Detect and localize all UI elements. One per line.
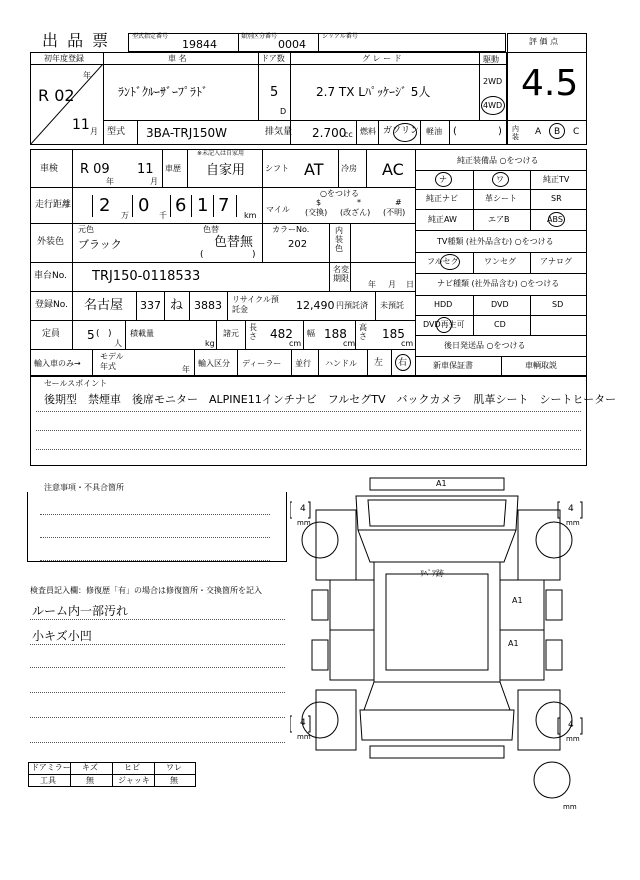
front-right-door	[500, 580, 544, 630]
docs-title: 後日発送品 ○をつける	[444, 341, 526, 350]
use-note: ※未記入は自家用	[197, 150, 245, 157]
equip-navi-mark: ナ	[439, 175, 447, 184]
notes-title: 注意事項・不具合箇所	[44, 483, 124, 492]
len-label: 長さ	[249, 323, 257, 341]
tv-oneseg: ワンセグ	[484, 257, 516, 266]
tv-title: TV種類 (社外品含む) ○をつける	[437, 237, 554, 246]
first-reg-month: 11	[72, 117, 90, 133]
legend-break: ワレ	[166, 763, 182, 772]
equip-genuine-aw: 純正AW	[428, 215, 457, 224]
int-b-circle	[549, 123, 565, 139]
trunk	[360, 710, 514, 740]
wid-label: 幅	[307, 329, 315, 338]
mileage-man: 万	[121, 211, 129, 220]
tread-front-left: 4	[300, 504, 306, 514]
rename-year: 年	[368, 280, 376, 289]
rear-left-fender	[316, 690, 356, 750]
mod-label: (改ざん)	[340, 208, 371, 217]
recycle-unpaid: 未預託	[380, 301, 404, 310]
paren-close: )	[498, 126, 502, 137]
door-type: D	[280, 107, 287, 116]
capacity-paren: (	[96, 329, 100, 339]
wid-unit: cm	[343, 339, 356, 348]
vehicle-name: ﾗﾝﾄﾞｸﾙｰｻﾞｰﾌﾟﾗﾄﾞ	[118, 85, 209, 99]
hgt-value: 185	[382, 327, 405, 341]
orig-color: ブラック	[78, 238, 122, 251]
tread-rear-left-unit: mm	[297, 733, 311, 741]
dealer: ディーラー	[242, 359, 282, 368]
model-year-unit: 年	[182, 365, 190, 374]
rename-day: 日	[406, 280, 414, 289]
mileage-circle-note: ○をつける	[320, 189, 359, 198]
legend-tools-value: 無	[86, 776, 94, 785]
dims-label: 諸元	[223, 329, 239, 338]
inspector-note: 検査員記入欄：修復歴「有」の場合は修復箇所・交換箇所を記入	[30, 586, 262, 595]
legend-jack-value: 無	[170, 776, 178, 785]
grade-label: グ レ ー ド	[362, 54, 402, 63]
reg-area: 名古屋	[84, 298, 124, 313]
spare-unit: mm	[563, 803, 577, 811]
type-no-value: 19844	[182, 38, 217, 51]
equip-sr: SR	[551, 194, 562, 203]
len-unit: cm	[289, 339, 302, 348]
interior-color-label: 内装色	[335, 226, 343, 253]
shaken-year-unit: 年	[106, 177, 114, 186]
mod-sym: *	[357, 198, 361, 207]
len-value: 482	[270, 327, 293, 341]
front-left-door	[330, 580, 374, 630]
equip-navi-circle	[435, 172, 452, 187]
shaken-label: 車検	[40, 164, 59, 174]
car-diagram	[290, 470, 590, 810]
mileage-digit-3: 6	[175, 195, 187, 216]
disp-label: 排気量	[265, 127, 293, 137]
handle-left: 左	[374, 358, 384, 368]
year-unit: 年	[83, 71, 91, 80]
docs-warranty: 新車保証書	[433, 361, 473, 370]
equip-title: 純正装備品 ○をつける	[457, 156, 539, 165]
grade-value: 2.7 TX Lﾊﾟｯｹｰｼﾞ 5人	[316, 85, 431, 99]
wheel-rear-right	[536, 702, 572, 738]
tread-front-right: 4	[568, 504, 574, 514]
equip-genuine-navi: 純正ナビ	[426, 194, 458, 203]
tread-rear-right-unit: mm	[566, 735, 580, 743]
note-line-1: ルーム内一部汚れ	[32, 604, 129, 618]
equip-leather: 革シート	[485, 194, 517, 203]
int-c: C	[573, 127, 580, 137]
model-label: 型式	[107, 127, 126, 137]
drive-label: 駆動	[483, 55, 499, 64]
doors-value: 5	[270, 85, 279, 100]
mileage-sen: 千	[159, 211, 167, 220]
form-title: 出 品 票	[42, 31, 111, 50]
repaint-label: 色替	[203, 225, 219, 234]
recycle-label: リサイクル預託金	[232, 295, 279, 314]
color-label: 外装色	[37, 237, 65, 247]
equip-abs: ABS	[547, 215, 563, 224]
use-label: 車歴	[165, 164, 181, 173]
navi-dvd-play: DVD再生可	[423, 320, 465, 329]
score-label: 評 価 点	[529, 37, 559, 46]
class-no-label: 類別区分番号	[241, 33, 278, 40]
docs-manual: 車輌取説	[525, 361, 557, 370]
interior-label: 内装	[512, 125, 519, 141]
shaken-month: 11	[137, 162, 154, 177]
tv-analog: アナログ	[540, 257, 572, 266]
month-unit: 月	[90, 127, 98, 136]
doors-label: ドア数	[261, 54, 285, 63]
shaken-era: R 09	[80, 162, 110, 177]
navi-sd: SD	[552, 300, 564, 309]
exch-sym: $	[316, 198, 322, 207]
reg-class: 337	[140, 299, 161, 312]
tv-fullseg: フルセグ	[427, 257, 459, 266]
equip-abs-circle	[548, 212, 565, 227]
recycle-unit: 円預託済	[336, 301, 368, 310]
wheel-front-right	[536, 522, 572, 558]
legend-scratch: キズ	[82, 763, 98, 772]
capacity-unit: 人	[114, 339, 122, 348]
mileage-km: km	[244, 211, 257, 220]
rename-label: 名変期限	[333, 265, 349, 283]
class-no-value: 0004	[278, 38, 306, 51]
ac-value: AC	[382, 160, 404, 179]
score-value: 4.5	[521, 63, 579, 104]
note-line-2: 小キズ小凹	[32, 629, 92, 643]
tread-rear-left: 4	[300, 718, 306, 728]
tread-front-left-unit: mm	[297, 519, 311, 527]
mileage-digit-4: 1	[197, 195, 209, 216]
reg-label: 登録No.	[35, 300, 68, 310]
first-reg-label: 初年度登録	[44, 54, 84, 63]
rear-right-door	[500, 630, 544, 680]
color-code: 202	[288, 239, 308, 250]
first-reg-diagonal	[30, 64, 103, 145]
mileage-digit-5: 7	[218, 195, 230, 216]
import-label: 輸入車のみ→	[34, 359, 81, 368]
equip-airbag: エアB	[488, 215, 510, 224]
equip-aw-mark: ワ	[496, 175, 504, 184]
unk-sym: #	[395, 198, 402, 207]
mileage-digit-1: 2	[99, 195, 111, 216]
reg-kana: ね	[170, 298, 184, 313]
legend-jack: ジャッキ	[118, 776, 150, 785]
legend-mirror: ドアミラー	[31, 763, 71, 772]
disp-value: 2.700	[312, 126, 347, 140]
navi-dvd-play-circle	[436, 317, 452, 333]
fuel-value: ガソリン	[383, 126, 420, 136]
diagram-door-mark-1: A1	[512, 596, 523, 605]
disp-unit: cc	[344, 130, 353, 139]
sales-text: 後期型 禁煙車 後席モニター ALPINE11インチナビ フルセグTV バックカメラ 肌革シート シートヒーター	[44, 393, 617, 406]
first-reg-era: R 02	[38, 86, 75, 105]
shift-label: シフト	[265, 164, 289, 173]
equip-aw-circle	[492, 172, 509, 187]
sales-section	[30, 376, 587, 466]
exch-label: (交換)	[305, 208, 328, 217]
equip-tv: 純正TV	[543, 175, 570, 184]
serial-label: シリアル番号	[322, 33, 358, 40]
int-a: A	[535, 127, 542, 137]
windshield	[358, 530, 516, 562]
handle-right-circle	[395, 354, 411, 371]
navi-cd: CD	[494, 320, 506, 329]
legend-tools: 工具	[40, 776, 56, 785]
int-b: B	[554, 127, 561, 137]
drive-2wd: 2WD	[483, 77, 503, 86]
wid-value: 188	[324, 327, 347, 341]
diagram-front-mark: A1	[436, 479, 447, 488]
shaken-month-unit: 月	[150, 177, 158, 186]
repaint-paren: (	[200, 250, 204, 260]
mileage-digit-2: 0	[138, 195, 150, 216]
light-oil-label: 軽油	[426, 127, 442, 136]
tv-fullseg-circle	[440, 254, 460, 270]
hgt-unit: cm	[401, 339, 414, 348]
drive-4wd: 4WD	[483, 101, 503, 110]
type-no-label: 型式指定番号	[132, 33, 169, 40]
fuel-label: 燃料	[360, 127, 376, 136]
load-unit: kg	[205, 339, 215, 348]
unk-label: (不明)	[383, 208, 406, 217]
repaint-value: 色替無	[214, 235, 254, 250]
legend-crack: ヒビ	[124, 763, 140, 772]
navi-hdd: HDD	[434, 300, 453, 309]
rear-window	[364, 682, 510, 710]
repaint-paren-close: )	[252, 250, 256, 260]
wheel-front-left	[302, 522, 338, 558]
drive-4wd-circle	[481, 96, 505, 115]
color-code-label: カラーNo.	[272, 225, 310, 234]
recycle-value: 12,490	[296, 299, 335, 312]
mileage-mile: マイル	[266, 205, 290, 214]
sales-label: セールスポイント	[44, 379, 108, 388]
use-value: 自家用	[206, 163, 246, 178]
handle-label: ハンドル	[325, 359, 357, 368]
fuel-circle	[393, 123, 417, 142]
import-div-label: 輸入区分	[198, 359, 230, 368]
tread-front-right-unit: mm	[566, 519, 580, 527]
shift-value: AT	[304, 160, 324, 179]
ac-label: 冷房	[341, 164, 357, 173]
tread-rear-right: 4	[568, 720, 574, 730]
chassis-label: 車台No.	[34, 271, 67, 281]
rear-right-fender	[518, 690, 560, 750]
load-label: 積載量	[130, 329, 154, 338]
front-right-fender	[518, 510, 560, 580]
diagram-repair-mark: ﾘﾍﾟｱ跡	[420, 569, 444, 578]
rename-month: 月	[388, 280, 396, 289]
reg-number: 3883	[194, 299, 222, 312]
model-value: 3BA-TRJ150W	[146, 126, 228, 140]
mileage-label: 走行距離	[35, 200, 72, 210]
chassis-value: TRJ150-0118533	[92, 269, 201, 284]
model-year-label: モデル年式	[100, 352, 124, 371]
diagram-door-mark-2: A1	[508, 639, 519, 648]
rear-left-door	[330, 630, 374, 680]
capacity-persons: 5	[87, 328, 95, 342]
orig-color-label: 元色	[78, 225, 94, 234]
hgt-label: 高さ	[359, 323, 367, 341]
roof	[374, 562, 500, 682]
capacity-paren-close: )	[108, 329, 112, 339]
paren-open: (	[453, 126, 457, 137]
spare-wheel	[534, 762, 570, 798]
navi-dvd: DVD	[491, 300, 509, 309]
rear-bumper	[370, 746, 504, 758]
hood	[356, 496, 518, 530]
front-left-fender	[316, 510, 356, 580]
parallel: 並行	[295, 359, 311, 368]
handle-right: 右	[398, 358, 408, 368]
capacity-label: 定員	[42, 329, 61, 339]
navi-title: ナビ種類 (社外品含む) ○をつける	[437, 279, 560, 288]
notes-box	[27, 492, 287, 562]
name-label: 車 名	[168, 54, 187, 63]
